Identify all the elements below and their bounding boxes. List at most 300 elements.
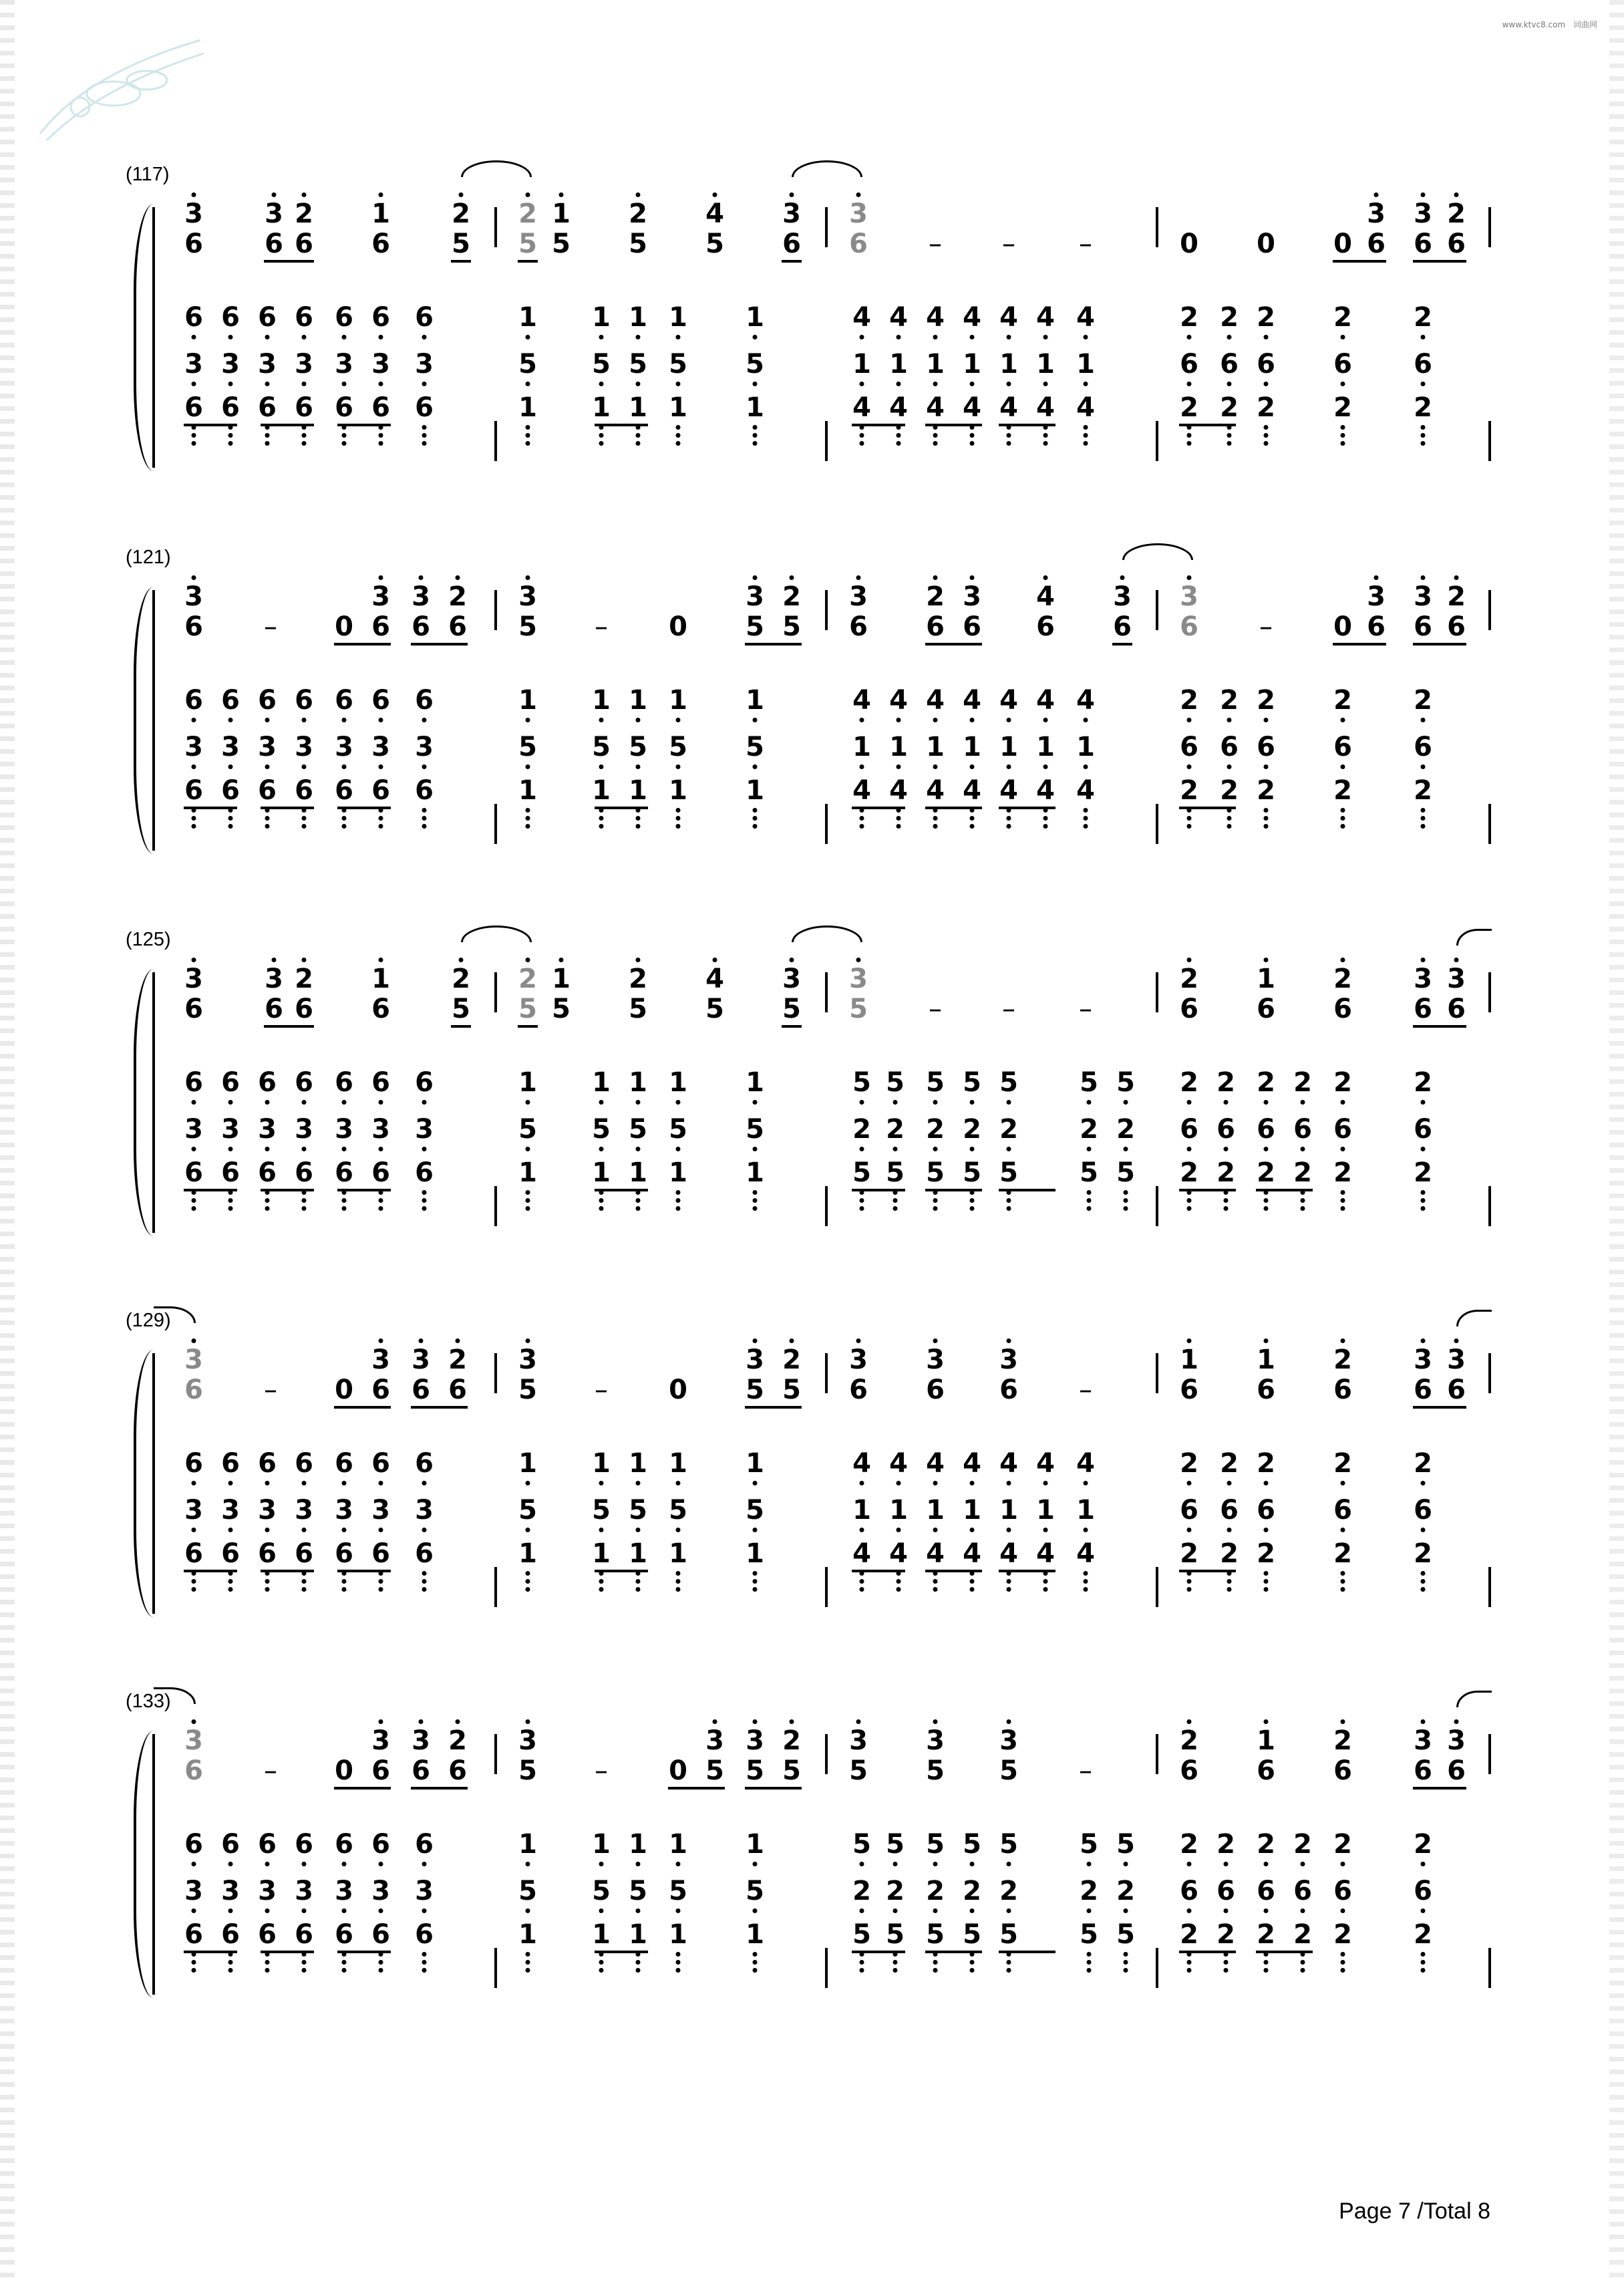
note-digit: 1 xyxy=(629,1067,647,1098)
tie-slur xyxy=(154,1687,196,1704)
note-digit: 2 xyxy=(1333,964,1352,994)
note-digit: 6 xyxy=(1180,1755,1198,1786)
note-digit: 6 xyxy=(1180,611,1198,642)
octave-dot-below xyxy=(342,718,347,722)
note-digit: 4 xyxy=(1036,775,1055,806)
note-digit: 5 xyxy=(999,1829,1018,1860)
note-digit: 0 xyxy=(335,1375,353,1405)
octave-dot-below xyxy=(933,1147,938,1151)
octave-dot-below xyxy=(1264,335,1269,339)
sustain-dash: – xyxy=(1079,1375,1092,1405)
note-digit: 6 xyxy=(1333,1876,1352,1906)
note-digit: 4 xyxy=(999,685,1018,716)
beam-underline xyxy=(668,1787,725,1790)
note-digit: 2 xyxy=(518,964,537,994)
barline-lower xyxy=(494,1567,497,1607)
beam-underline xyxy=(782,1025,802,1028)
octave-dot-below xyxy=(860,335,864,339)
note-digit: 3 xyxy=(1447,1344,1466,1375)
octave-dot-below xyxy=(1187,816,1192,821)
note-digit: 2 xyxy=(1257,775,1275,806)
note-digit: 2 xyxy=(448,1725,467,1756)
note-digit: 3 xyxy=(295,1114,313,1145)
beam-underline xyxy=(999,807,1055,809)
site-watermark-text xyxy=(1497,19,1597,30)
barline-lower xyxy=(1156,1948,1158,1988)
octave-dot-below xyxy=(1341,425,1345,430)
octave-dot-above xyxy=(1421,575,1426,580)
octave-dot-below xyxy=(302,718,307,722)
note-digit: 6 xyxy=(1257,1114,1275,1145)
note-digit: 6 xyxy=(371,775,390,806)
octave-dot-below xyxy=(636,1862,641,1866)
octave-dot-above xyxy=(1454,192,1459,197)
beam-underline xyxy=(1413,643,1466,646)
octave-dot-below xyxy=(893,1147,898,1151)
octave-dot-below xyxy=(1227,1587,1232,1592)
octave-dot-below xyxy=(526,1100,530,1105)
octave-dot-below xyxy=(379,1198,383,1203)
octave-dot-below xyxy=(933,1862,938,1866)
note-digit: 6 xyxy=(415,1067,434,1098)
octave-dot-below xyxy=(897,441,901,446)
barline-lower xyxy=(825,421,828,461)
note-digit: 1 xyxy=(852,732,871,762)
note-digit: 3 xyxy=(849,1725,868,1756)
octave-dot-below xyxy=(1187,1960,1192,1965)
octave-dot-below xyxy=(676,1968,681,1973)
octave-dot-below xyxy=(1224,1198,1229,1203)
note-digit: 4 xyxy=(852,302,871,333)
note-digit: 5 xyxy=(999,1157,1018,1188)
note-digit: 6 xyxy=(371,1448,390,1479)
note-digit: 5 xyxy=(592,1876,611,1906)
beam-underline xyxy=(261,1951,314,1953)
note-digit: 6 xyxy=(1180,1375,1198,1405)
note-digit: 1 xyxy=(999,732,1018,762)
octave-dot-below xyxy=(342,441,347,446)
barline-lower xyxy=(825,1948,828,1988)
octave-dot-below xyxy=(1421,1952,1426,1957)
octave-dot-below xyxy=(1224,1147,1229,1151)
octave-dot-below xyxy=(228,1862,233,1866)
octave-dot-below xyxy=(1007,1908,1011,1913)
beam-underline xyxy=(595,424,648,426)
octave-dot-below xyxy=(526,808,530,813)
octave-dot-below xyxy=(265,1587,270,1592)
note-digit: 2 xyxy=(1220,685,1239,716)
octave-dot-below xyxy=(526,1968,530,1973)
octave-dot-below xyxy=(970,1481,975,1485)
octave-dot-below xyxy=(526,1571,530,1576)
note-digit: 2 xyxy=(1414,775,1432,806)
note-digit: 1 xyxy=(746,392,764,423)
note-digit: 1 xyxy=(629,775,647,806)
octave-dot-above xyxy=(933,1719,938,1724)
note-digit: 3 xyxy=(412,581,430,612)
note-digit: 3 xyxy=(371,581,390,612)
octave-dot-below xyxy=(1341,1952,1345,1957)
octave-dot-below xyxy=(1224,1100,1229,1105)
octave-dot-above xyxy=(1007,1719,1011,1724)
octave-dot-below xyxy=(228,1206,233,1211)
note-digit: 6 xyxy=(335,1919,353,1950)
note-digit: 3 xyxy=(1414,1725,1432,1756)
octave-dot-below xyxy=(599,1198,604,1203)
octave-dot-below xyxy=(302,1206,307,1211)
beam-underline xyxy=(999,1570,1055,1572)
note-digit: 6 xyxy=(1414,349,1432,380)
octave-dot-above xyxy=(1421,192,1426,197)
octave-dot-below xyxy=(636,433,641,438)
barline-upper xyxy=(1488,972,1491,1012)
note-digit: 5 xyxy=(705,1755,724,1786)
octave-dot-below xyxy=(753,335,758,339)
octave-dot-below xyxy=(302,764,307,769)
beam-underline xyxy=(261,1570,314,1572)
grand-staff-brace xyxy=(134,1731,154,1998)
note-digit: 2 xyxy=(1180,1919,1198,1950)
octave-dot-below xyxy=(1224,1960,1229,1965)
note-digit: 6 xyxy=(1414,1876,1432,1906)
note-digit: 6 xyxy=(335,392,353,423)
octave-dot-below xyxy=(753,1481,758,1485)
beam-underline xyxy=(1179,1951,1236,1953)
note-digit: 5 xyxy=(629,732,647,762)
note-digit: 0 xyxy=(1180,229,1198,259)
note-digit: 1 xyxy=(746,1157,764,1188)
octave-dot-below xyxy=(302,433,307,438)
octave-dot-below xyxy=(228,1579,233,1584)
beam-underline xyxy=(1179,1189,1236,1191)
note-digit: 1 xyxy=(592,1067,611,1098)
octave-dot-below xyxy=(970,1147,975,1151)
note-digit: 6 xyxy=(184,1829,203,1860)
barline-lower xyxy=(494,804,497,844)
octave-dot-below xyxy=(526,718,530,722)
octave-dot-below xyxy=(342,1206,347,1211)
note-digit: 2 xyxy=(1333,302,1352,333)
barline-upper xyxy=(1156,972,1158,1012)
note-digit: 1 xyxy=(518,1067,537,1098)
note-digit: 5 xyxy=(886,1157,905,1188)
octave-dot-below xyxy=(192,1587,196,1592)
note-digit: 3 xyxy=(295,732,313,762)
octave-dot-below xyxy=(526,1481,530,1485)
octave-dot-below xyxy=(1187,382,1192,386)
beam-underline xyxy=(264,1025,314,1028)
octave-dot-below xyxy=(970,382,975,386)
octave-dot-below xyxy=(1007,816,1011,821)
octave-dot-below xyxy=(753,1908,758,1913)
octave-dot-above xyxy=(456,1338,460,1343)
note-digit: 2 xyxy=(886,1114,905,1145)
note-digit: 3 xyxy=(265,198,283,229)
octave-dot-below xyxy=(302,1968,307,1973)
note-digit: 2 xyxy=(1180,1538,1198,1569)
octave-dot-below xyxy=(676,1100,681,1105)
octave-dot-below xyxy=(1341,1571,1345,1576)
note-digit: 3 xyxy=(1367,198,1386,229)
note-digit: 3 xyxy=(335,732,353,762)
octave-dot-below xyxy=(893,1968,898,1973)
octave-dot-below xyxy=(1264,764,1269,769)
octave-dot-below xyxy=(526,1528,530,1532)
note-digit: 6 xyxy=(1414,732,1432,762)
octave-dot-below xyxy=(1421,718,1426,722)
right-decorative-margin xyxy=(1609,0,1624,2284)
note-digit: 3 xyxy=(184,349,203,380)
note-digit: 6 xyxy=(295,229,313,259)
note-digit: 1 xyxy=(518,1919,537,1950)
octave-dot-below xyxy=(636,1968,641,1973)
note-digit: 6 xyxy=(221,302,240,333)
note-digit: 1 xyxy=(746,685,764,716)
octave-dot-below xyxy=(970,718,975,722)
note-digit: 1 xyxy=(889,732,908,762)
site-url: www.ktvc8.com xyxy=(1502,20,1566,29)
note-digit: 6 xyxy=(371,1067,390,1098)
barline-upper xyxy=(1488,1734,1491,1774)
note-digit: 1 xyxy=(926,732,945,762)
octave-dot-above xyxy=(379,1719,383,1724)
octave-dot-below xyxy=(1084,816,1088,821)
note-digit: 2 xyxy=(1333,1725,1352,1756)
note-digit: 3 xyxy=(295,1876,313,1906)
note-digit: 5 xyxy=(629,1114,647,1145)
note-digit: 6 xyxy=(335,1067,353,1098)
octave-dot-below xyxy=(1264,1100,1269,1105)
octave-dot-above xyxy=(1264,1719,1269,1724)
octave-dot-below xyxy=(636,1206,641,1211)
note-digit: 3 xyxy=(258,349,277,380)
octave-dot-below xyxy=(753,1862,758,1866)
octave-dot-below xyxy=(1187,1147,1192,1151)
note-digit: 3 xyxy=(412,1725,430,1756)
barline-upper xyxy=(825,590,828,630)
note-digit: 1 xyxy=(669,302,687,333)
octave-dot-below xyxy=(1421,335,1426,339)
octave-dot-below xyxy=(228,764,233,769)
octave-dot-below xyxy=(1084,718,1088,722)
octave-dot-below xyxy=(933,382,938,386)
note-digit: 6 xyxy=(1293,1114,1312,1145)
octave-dot-below xyxy=(192,441,196,446)
octave-dot-below xyxy=(302,1100,307,1105)
system-start-line xyxy=(152,590,155,851)
octave-dot-below xyxy=(1264,441,1269,446)
octave-dot-below xyxy=(192,1147,196,1151)
octave-dot-below xyxy=(1007,1206,1011,1211)
octave-dot-below xyxy=(302,1147,307,1151)
note-digit: 4 xyxy=(999,1538,1018,1569)
octave-dot-below xyxy=(897,816,901,821)
octave-dot-below xyxy=(526,824,530,829)
octave-dot-below xyxy=(265,382,270,386)
octave-dot-below xyxy=(265,335,270,339)
note-digit: 2 xyxy=(629,964,647,994)
note-digit: 3 xyxy=(849,964,868,994)
note-digit: 2 xyxy=(448,1344,467,1375)
octave-dot-below xyxy=(1227,441,1232,446)
note-digit: 3 xyxy=(295,349,313,380)
octave-dot-below xyxy=(753,1579,758,1584)
octave-dot-below xyxy=(636,816,641,821)
octave-dot-below xyxy=(897,335,901,339)
octave-dot-below xyxy=(676,1862,681,1866)
note-digit: 3 xyxy=(518,1725,537,1756)
note-digit: 4 xyxy=(963,1448,981,1479)
octave-dot-below xyxy=(265,1147,270,1151)
note-digit: 6 xyxy=(184,1755,203,1786)
octave-dot-above xyxy=(302,958,307,962)
beam-underline xyxy=(261,807,314,809)
beam-underline xyxy=(745,643,802,646)
note-digit: 5 xyxy=(1116,1157,1135,1188)
note-digit: 5 xyxy=(518,1495,537,1526)
beam-underline xyxy=(925,1189,982,1191)
note-digit: 6 xyxy=(1257,994,1275,1024)
tie-slur xyxy=(1456,929,1492,946)
note-digit: 1 xyxy=(518,685,537,716)
beam-underline xyxy=(334,643,391,646)
octave-dot-below xyxy=(1084,824,1088,829)
octave-dot-below xyxy=(1187,1587,1192,1592)
note-digit: 6 xyxy=(371,1919,390,1950)
octave-dot-below xyxy=(753,433,758,438)
octave-dot-below xyxy=(1187,335,1192,339)
beam-underline xyxy=(184,1570,237,1572)
note-digit: 3 xyxy=(184,1114,203,1145)
tie-slur xyxy=(1456,1310,1492,1326)
note-digit: 3 xyxy=(415,1114,434,1145)
barline-upper xyxy=(1156,590,1158,630)
octave-dot-below xyxy=(1043,433,1048,438)
note-digit: 6 xyxy=(295,392,313,423)
octave-dot-below xyxy=(1043,1579,1048,1584)
note-digit: 1 xyxy=(592,1448,611,1479)
octave-dot-below xyxy=(228,1481,233,1485)
note-digit: 1 xyxy=(371,198,390,229)
octave-dot-below xyxy=(526,1579,530,1584)
octave-dot-below xyxy=(1124,1862,1128,1866)
octave-dot-above xyxy=(379,192,383,197)
note-digit: 2 xyxy=(999,1876,1018,1906)
note-digit: 2 xyxy=(963,1876,981,1906)
octave-dot-above xyxy=(856,1719,861,1724)
sustain-dash: – xyxy=(595,1755,608,1786)
note-digit: 6 xyxy=(295,994,313,1024)
note-digit: 1 xyxy=(629,392,647,423)
octave-dot-above xyxy=(379,1338,383,1343)
note-digit: 6 xyxy=(258,1829,277,1860)
octave-dot-below xyxy=(265,1100,270,1105)
note-digit: 2 xyxy=(1220,775,1239,806)
octave-dot-below xyxy=(1227,824,1232,829)
octave-dot-below xyxy=(228,824,233,829)
barline-upper xyxy=(825,1353,828,1393)
octave-dot-below xyxy=(676,824,681,829)
octave-dot-below xyxy=(526,764,530,769)
octave-dot-below xyxy=(1007,441,1011,446)
octave-dot-below xyxy=(379,335,383,339)
note-digit: 6 xyxy=(295,1067,313,1098)
octave-dot-below xyxy=(1301,1862,1305,1866)
octave-dot-below xyxy=(342,1147,347,1151)
octave-dot-above xyxy=(636,192,641,197)
note-digit: 5 xyxy=(1116,1829,1135,1860)
note-digit: 2 xyxy=(452,964,470,994)
note-digit: 4 xyxy=(889,1448,908,1479)
octave-dot-below xyxy=(636,718,641,722)
octave-dot-above xyxy=(302,192,307,197)
sustain-dash: – xyxy=(264,611,277,642)
note-digit: 2 xyxy=(1414,1919,1432,1950)
measure-number: (129) xyxy=(126,1310,171,1331)
octave-dot-below xyxy=(422,816,427,821)
note-digit: 6 xyxy=(1180,732,1198,762)
note-digit: 1 xyxy=(852,349,871,380)
note-digit: 3 xyxy=(849,198,868,229)
note-digit: 5 xyxy=(746,1375,764,1405)
octave-dot-below xyxy=(422,764,427,769)
note-digit: 6 xyxy=(371,1157,390,1188)
octave-dot-below xyxy=(1227,1481,1232,1485)
note-digit: 6 xyxy=(1447,611,1466,642)
octave-dot-below xyxy=(342,1100,347,1105)
note-digit: 3 xyxy=(782,964,801,994)
octave-dot-below xyxy=(1227,1528,1232,1532)
octave-dot-below xyxy=(379,1908,383,1913)
beam-underline xyxy=(337,1570,391,1572)
note-digit: 6 xyxy=(849,1375,868,1405)
note-digit: 2 xyxy=(1333,1344,1352,1375)
note-digit: 2 xyxy=(1447,581,1466,612)
octave-dot-below xyxy=(302,816,307,821)
beam-underline xyxy=(852,1570,905,1572)
sustain-dash: – xyxy=(595,611,608,642)
note-digit: 4 xyxy=(852,775,871,806)
note-digit: 4 xyxy=(926,1448,945,1479)
beam-underline xyxy=(745,1406,802,1409)
octave-dot-below xyxy=(192,382,196,386)
note-digit: 4 xyxy=(926,775,945,806)
grand-staff-brace xyxy=(134,969,154,1236)
octave-dot-below xyxy=(1124,1190,1128,1195)
note-digit: 6 xyxy=(412,611,430,642)
octave-dot-below xyxy=(1301,1968,1305,1973)
note-digit: 6 xyxy=(295,1448,313,1479)
barline-upper xyxy=(1488,1353,1491,1393)
octave-dot-below xyxy=(1187,1579,1192,1584)
note-digit: 3 xyxy=(184,198,203,229)
note-digit: 3 xyxy=(415,1876,434,1906)
octave-dot-below xyxy=(1084,764,1088,769)
note-digit: 6 xyxy=(371,685,390,716)
octave-dot-below xyxy=(1187,1206,1192,1211)
note-digit: 1 xyxy=(518,1448,537,1479)
note-digit: 0 xyxy=(1333,229,1352,259)
note-digit: 6 xyxy=(335,685,353,716)
octave-dot-below xyxy=(1043,1528,1048,1532)
octave-dot-below xyxy=(897,382,901,386)
octave-dot-above xyxy=(1374,575,1379,580)
note-digit: 5 xyxy=(518,349,537,380)
octave-dot-below xyxy=(599,335,604,339)
note-digit: 1 xyxy=(1076,732,1095,762)
note-digit: 6 xyxy=(1447,1755,1466,1786)
octave-dot-below xyxy=(636,1481,641,1485)
